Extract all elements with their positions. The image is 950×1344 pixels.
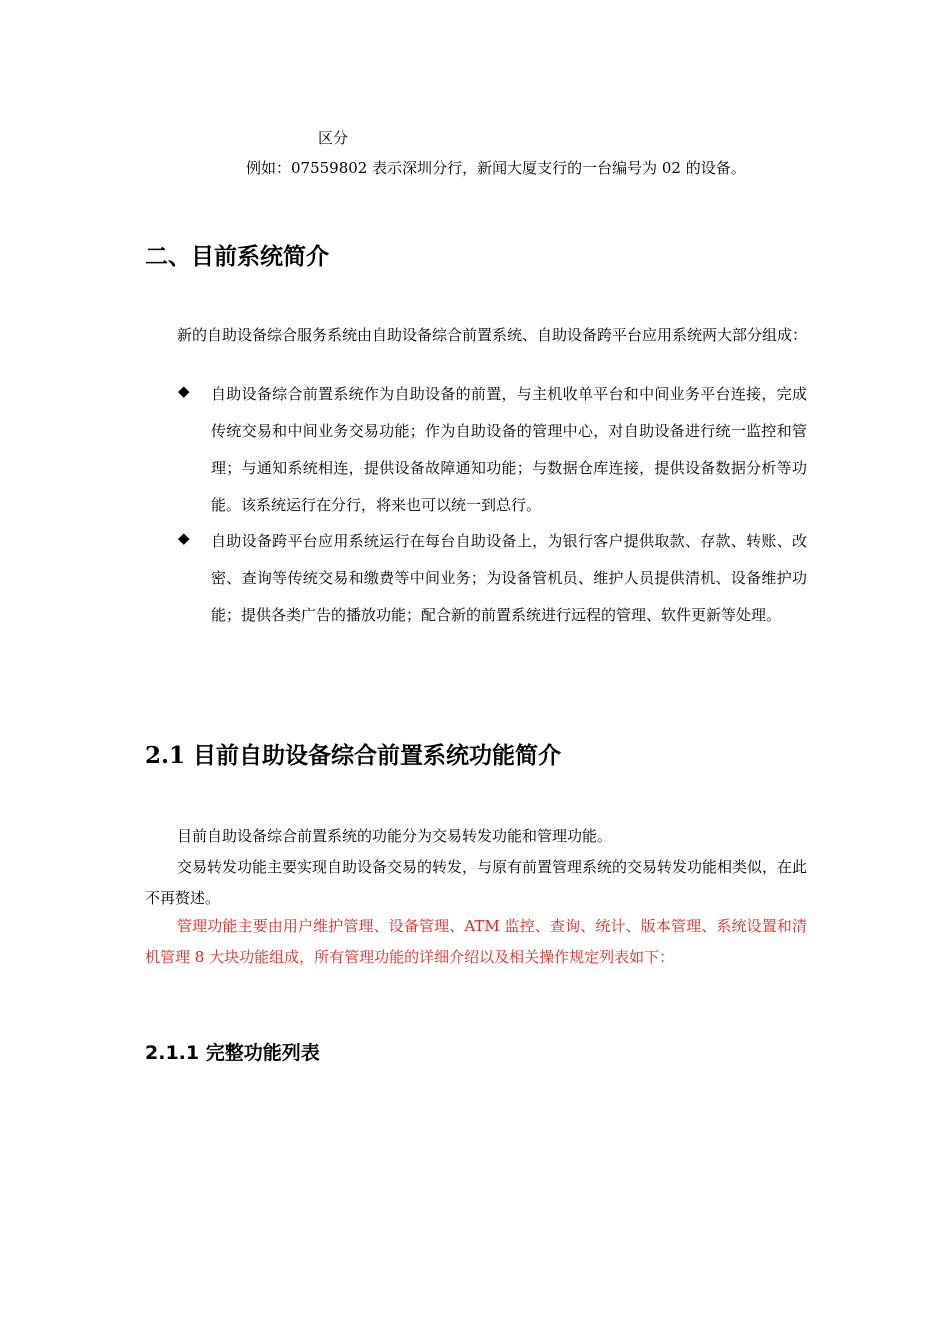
paragraph: 交易转发功能主要实现自助设备交易的转发，与原有前置管理系统的交易转发功能相类似，在此不再赘述。 — [145, 858, 808, 907]
paragraph: 新的自助设备综合服务系统由自助设备综合前置系统、自助设备跨平台应用系统两大部分组成： — [177, 326, 808, 344]
highlighted-paragraph: 管理功能主要由用户维护管理、设备管理、ATM 监控、查询、统计、版本管理、系统设置和清机管理 8 大块功能组成，所有管理功能的详细介绍以及相关操作规定列表如下： — [145, 917, 807, 966]
list-item — [178, 523, 807, 671]
list-item — [178, 376, 807, 524]
subsection-heading: 2.1 目前自助设备综合前置系统功能简介 — [145, 742, 562, 769]
diamond-bullet-icon: ◆ — [178, 529, 190, 547]
list-item-text: 自助设备综合前置系统作为自助设备的前置，与主机收单平台和中间业务平台连接，完成传统交易和中间业务交易功能；作为自助设备的管理中心，对自助设备进行统一监控和管理；与通知系统相连，提供设备故障通知功能；与数据仓库连接，提供设备数据分析等功能。该系统运行在分行，将来也可以统一到总行。 — [211, 385, 807, 514]
section-heading: 二、目前系统简介 — [145, 244, 329, 270]
diamond-bullet-icon: ◆ — [178, 382, 190, 400]
list-item-text: 自助设备跨平台应用系统运行在每台自助设备上，为银行客户提供取款、存款、转账、改密、查询等传统交易和缴费等中间业务；为设备管机员、维护人员提供清机、设备维护功能；提供各类广告的播放功能；配合新的前置系统进行远程的管理、软件更新等处理。 — [211, 532, 807, 624]
example-line: 例如：07559802 表示深圳分行，新闻大厦支行的一台编号为 02 的设备。 — [246, 159, 746, 177]
subsubsection-heading: 2.1.1 完整功能列表 — [145, 1042, 320, 1064]
text-line: 区分 — [318, 129, 349, 147]
paragraph: 目前自助设备综合前置系统的功能分为交易转发功能和管理功能。 — [177, 827, 613, 845]
